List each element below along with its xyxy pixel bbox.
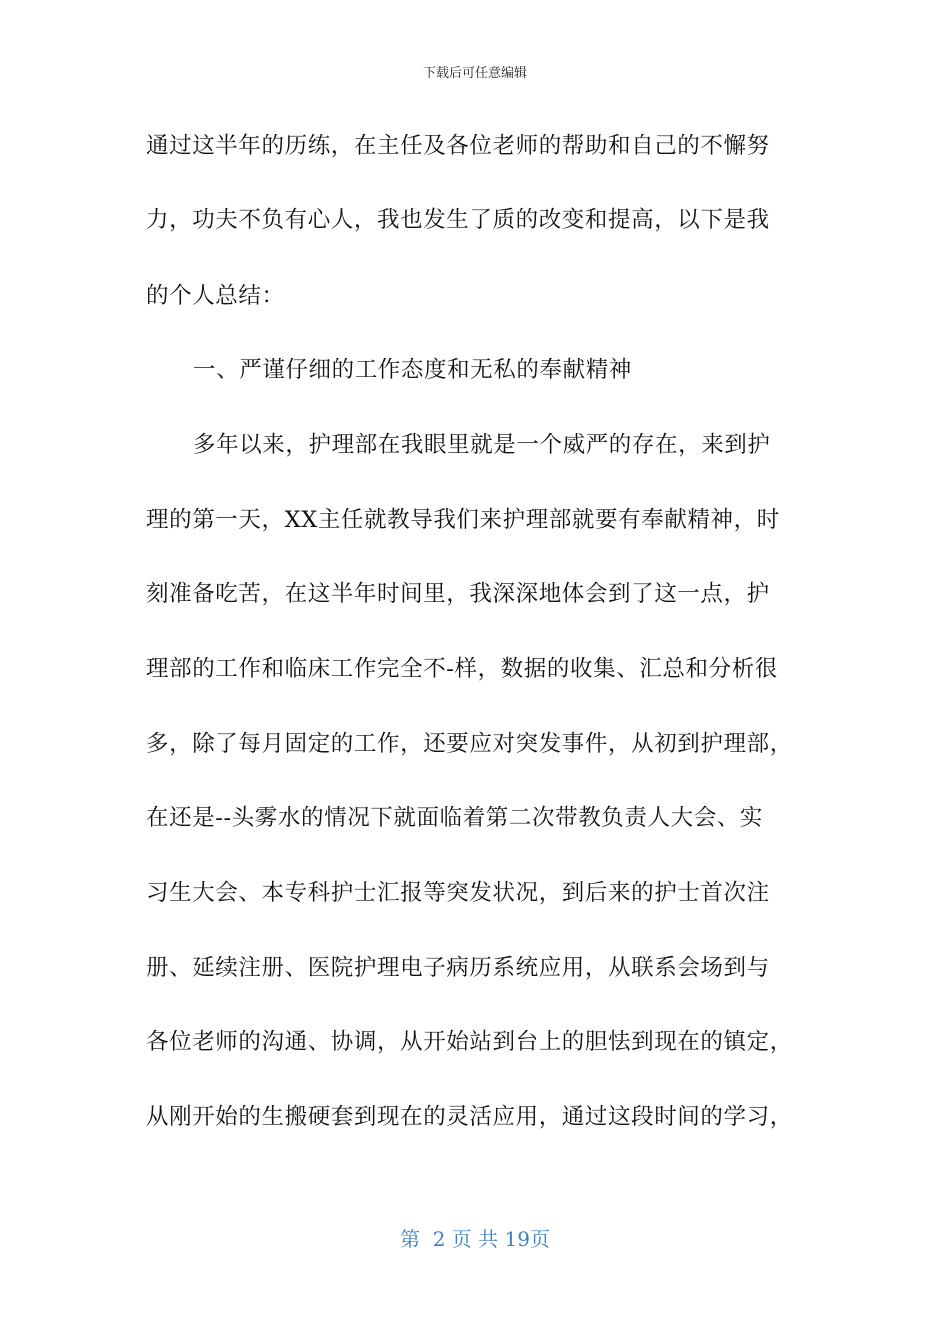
- text-line: 各位老师的沟通、协调，从开始站到台上的胆怯到现在的镇定，: [146, 1029, 793, 1055]
- text-line: 力，功夫不负有心人，我也发生了质的改变和提高，以下是我: [146, 207, 770, 233]
- text-line: 多年以来，护理部在我眼里就是一个威严的存在，来到护: [193, 432, 771, 458]
- text-line: 册、延续注册、医院护理电子病历系统应用，从联系会场到与: [146, 955, 770, 981]
- text-line: 理的第一天，XX主任就教导我们来护理部就要有奉献精神，时: [146, 507, 780, 533]
- text-line: 通过这半年的历练，在主任及各位老师的帮助和自己的不懈努: [146, 133, 770, 159]
- text-line: 在还是--头雾水的情况下就面临着第二次带教负责人大会、实: [146, 805, 764, 831]
- text-line: 从刚开始的生搬硬套到现在的灵活应用，通过这段时间的学习，: [146, 1104, 793, 1130]
- text-line: 理部的工作和临床工作完全不-样，数据的收集、汇总和分析很: [146, 656, 778, 682]
- text-line: 多，除了每月固定的工作，还要应对突发事件，从初到护理部，: [146, 731, 793, 757]
- text-line: 的个人总结：: [146, 283, 285, 309]
- page-header: 下载后可任意编辑: [422, 66, 527, 81]
- section-heading: 一、严谨仔细的工作态度和无私的奉献精神: [193, 357, 632, 383]
- page-number-footer: 第 2 页 共 19页: [400, 1227, 550, 1251]
- text-line: 习生大会、本专科护士汇报等突发状况，到后来的护士首次注: [146, 880, 770, 906]
- text-line: 刻准备吃苦，在这半年时间里，我深深地体会到了这一点，护: [146, 581, 770, 607]
